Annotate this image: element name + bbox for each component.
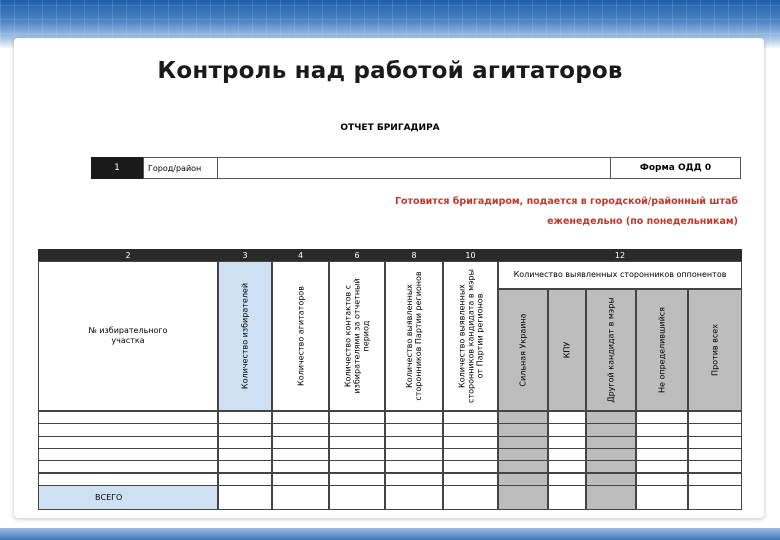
header-agitators-label: Количество агитаторов: [296, 286, 305, 386]
table-cell[interactable]: [688, 411, 742, 424]
table-cell[interactable]: [586, 411, 636, 424]
table-cell[interactable]: [498, 460, 548, 473]
header-party-supporters-label: Количество выявленных сторонников Партии регионов: [405, 271, 423, 401]
table-cell[interactable]: [272, 460, 329, 473]
table-cell[interactable]: [443, 473, 498, 486]
header-precinct: [38, 261, 218, 411]
table-cell[interactable]: [498, 473, 548, 486]
table-cell[interactable]: [218, 473, 272, 486]
total-cell[interactable]: [586, 485, 636, 510]
table-cell[interactable]: [636, 436, 688, 449]
table-cell[interactable]: [385, 460, 443, 473]
table-cell[interactable]: [548, 473, 586, 486]
submission-note: Готовится бригадиром, подается в городской/районный штаб: [394, 196, 738, 207]
col-number-voters: 3: [218, 249, 272, 261]
table-cell[interactable]: [385, 448, 443, 461]
table-cell[interactable]: [272, 423, 329, 436]
table-cell[interactable]: [443, 436, 498, 449]
header-opponent-label: Не определившийся: [657, 307, 667, 394]
header-opponent-label: Сильная Украина: [518, 313, 528, 387]
header-agitators: [272, 261, 329, 411]
table-cell[interactable]: [272, 436, 329, 449]
header-opponent-strong-ukraine: [498, 289, 548, 411]
city-field[interactable]: [218, 157, 610, 179]
header-opponent-kpu: [548, 289, 586, 411]
table-cell[interactable]: [443, 460, 498, 473]
footer-bar: [0, 528, 780, 540]
table-cell[interactable]: [688, 460, 742, 473]
table-cell[interactable]: [636, 473, 688, 486]
total-cell[interactable]: [218, 485, 272, 510]
total-cell[interactable]: [329, 485, 385, 510]
header-voters-label: Количество избирателей: [240, 282, 250, 390]
report-title: ОТЧЕТ БРИГАДИРА: [340, 123, 440, 133]
table-cell[interactable]: [385, 411, 443, 424]
table-cell[interactable]: [688, 423, 742, 436]
header-candidate-supporters: [443, 261, 498, 411]
table-cell[interactable]: [443, 448, 498, 461]
table-cell[interactable]: [586, 436, 636, 449]
page-title: Контроль над работой агитаторов: [157, 58, 623, 84]
frequency-note: еженедельно (по понедельникам): [547, 216, 738, 227]
table-cell[interactable]: [443, 423, 498, 436]
table-cell[interactable]: [218, 423, 272, 436]
table-cell[interactable]: [586, 448, 636, 461]
table-cell[interactable]: [38, 436, 218, 449]
table-cell[interactable]: [548, 460, 586, 473]
table-cell[interactable]: [498, 411, 548, 424]
table-cell[interactable]: [385, 473, 443, 486]
total-label: ВСЕГО: [38, 485, 218, 510]
col-number-candidate: 10: [443, 249, 498, 261]
total-cell[interactable]: [498, 485, 548, 510]
total-cell[interactable]: [272, 485, 329, 510]
header-party-supporters: [385, 261, 443, 411]
col-number-agitators: 4: [272, 249, 329, 261]
table-cell[interactable]: [329, 436, 385, 449]
header-opponent-label: КПУ: [562, 341, 572, 359]
form-code: Форма ОДД 0: [610, 157, 741, 179]
col-number-opponents: 12: [498, 249, 742, 261]
table-cell[interactable]: [272, 473, 329, 486]
col-number-contacts: 6: [329, 249, 385, 261]
header-precinct-label: № избирательного участка: [88, 326, 168, 345]
table-cell[interactable]: [38, 411, 218, 424]
header-opponent-label: Другой кандидат в мэры: [606, 297, 616, 403]
table-cell[interactable]: [218, 436, 272, 449]
table-cell[interactable]: [38, 448, 218, 461]
table-cell[interactable]: [443, 411, 498, 424]
table-cell[interactable]: [688, 448, 742, 461]
table-cell[interactable]: [586, 423, 636, 436]
total-cell[interactable]: [443, 485, 498, 510]
table-cell[interactable]: [38, 460, 218, 473]
table-cell[interactable]: [548, 436, 586, 449]
table-cell[interactable]: [548, 448, 586, 461]
total-cell[interactable]: [636, 485, 688, 510]
header-opponent-against-all: [688, 289, 742, 411]
total-cell[interactable]: [688, 485, 742, 510]
city-label: Город/район: [143, 157, 218, 179]
table-cell[interactable]: [688, 436, 742, 449]
header-opponent-undecided: [636, 289, 688, 411]
header-opponent-label: Против всех: [710, 324, 720, 376]
table-cell[interactable]: [498, 448, 548, 461]
header-opponents-group: [498, 261, 742, 289]
table-cell[interactable]: [38, 473, 218, 486]
total-cell[interactable]: [385, 485, 443, 510]
header-contacts: [329, 261, 385, 411]
table-cell[interactable]: [329, 411, 385, 424]
header-contacts-label: Количество контактов с избирателями за отчетный период: [343, 278, 371, 394]
col-number-party: 8: [385, 249, 443, 261]
header-opponent-other-candidate: [586, 289, 636, 411]
table-cell[interactable]: [218, 448, 272, 461]
table-cell[interactable]: [636, 460, 688, 473]
table-cell[interactable]: [636, 411, 688, 424]
table-cell[interactable]: [636, 423, 688, 436]
table-cell[interactable]: [272, 411, 329, 424]
table-cell[interactable]: [38, 423, 218, 436]
table-cell[interactable]: [329, 448, 385, 461]
table-cell[interactable]: [272, 448, 329, 461]
table-cell[interactable]: [636, 448, 688, 461]
table-cell[interactable]: [385, 436, 443, 449]
table-cell[interactable]: [586, 473, 636, 486]
table-cell[interactable]: [329, 460, 385, 473]
header-opponents-group-label: Количество выявленных сторонников оппонентов: [513, 270, 727, 279]
table-cell[interactable]: [498, 436, 548, 449]
table-cell[interactable]: [498, 423, 548, 436]
header-voters: [218, 261, 272, 411]
table-cell[interactable]: [218, 460, 272, 473]
table-cell[interactable]: [586, 460, 636, 473]
table-cell[interactable]: [548, 423, 586, 436]
table-cell[interactable]: [218, 411, 272, 424]
table-cell[interactable]: [329, 473, 385, 486]
table-cell[interactable]: [329, 423, 385, 436]
form-number: 1: [91, 157, 143, 179]
table-cell[interactable]: [548, 411, 586, 424]
table-cell[interactable]: [385, 423, 443, 436]
table-cell[interactable]: [688, 473, 742, 486]
col-number-precinct: 2: [38, 249, 218, 261]
total-cell[interactable]: [548, 485, 586, 510]
header-candidate-supporters-label: Количество выявленных сторонников кандидата в мэры от Партии регионов: [457, 269, 484, 403]
